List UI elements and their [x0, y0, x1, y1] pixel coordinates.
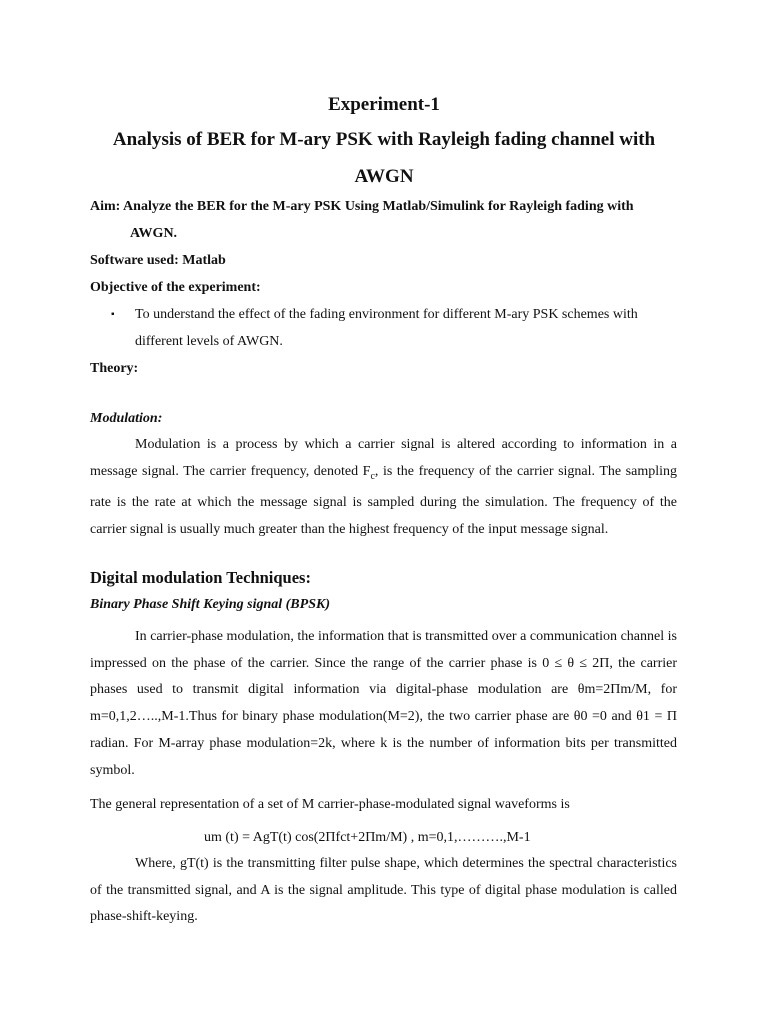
- bpsk-paragraph: In carrier-phase modulation, the information that is transmitted over a communication channel is impressed on the phase of the carrier. Since the range of the carrier phase is 0 ≤ θ ≤ 2Π, the carrier phases used to transmit digital information via digital-phase modulation are θm=2Πm/M, for m=0,1,2…..,M-1.Thus for binary phase modulation(M=2), the two carrier phase are θ0 =0 and θ1 = Π radian. For M-array phase modulation=2k, where k is the number of information bits per transmitted symbol.: [90, 629, 677, 778]
- modulation-heading: Modulation:: [90, 411, 163, 426]
- aim-line-1: Aim: Analyze the BER for the M-ary PSK Using Matlab/Simulink for Rayleigh fading with: [90, 199, 634, 214]
- aim-line-2: AWGN.: [130, 226, 178, 241]
- experiment-title: Experiment-1: [328, 94, 440, 115]
- modulation-paragraph: Modulation is a process by which a carrier signal is altered according to information in a message signal. The carrier frequency, denoted $F_c$, is the frequency of the carrier signal. The sampling rate is the rate at which the message signal is sampled during the simulation. The frequency of the carrier signal is usually much greater than the highest frequency of the input message signal.: [90, 437, 677, 537]
- objective-heading: Objective of the experiment:: [90, 280, 261, 295]
- equation: um (t) = AgT(t) cos(2Πfct+2Πm/M) , m=0,1,……….,M-1: [204, 830, 531, 845]
- objective-bullet-line-1: To understand the effect of the fading environment for different M-ary PSK schemes with: [135, 307, 638, 322]
- document-title-line-1: Analysis of BER for M-ary PSK with Rayleigh fading channel with: [112, 129, 656, 150]
- general-representation: The general representation of a set of M carrier-phase-modulated signal waveforms is: [90, 797, 570, 812]
- theory-heading: Theory:: [90, 361, 139, 376]
- document-title-line-2: AWGN: [354, 166, 414, 187]
- bullet-marker: ▪: [111, 309, 115, 320]
- bpsk-heading: Binary Phase Shift Keying signal (BPSK): [90, 597, 330, 612]
- objective-bullet-line-2: different levels of AWGN.: [135, 334, 283, 349]
- software-used: Software used: Matlab: [90, 253, 226, 268]
- where-paragraph: Where, gT(t) is the transmitting filter pulse shape, which determines the spectral characteristics of the transmitted signal, and A is the signal amplitude. This type of digital phase modulation is called phase-shift-keying.: [90, 856, 677, 925]
- digital-modulation-heading: Digital modulation Techniques:: [90, 568, 311, 587]
